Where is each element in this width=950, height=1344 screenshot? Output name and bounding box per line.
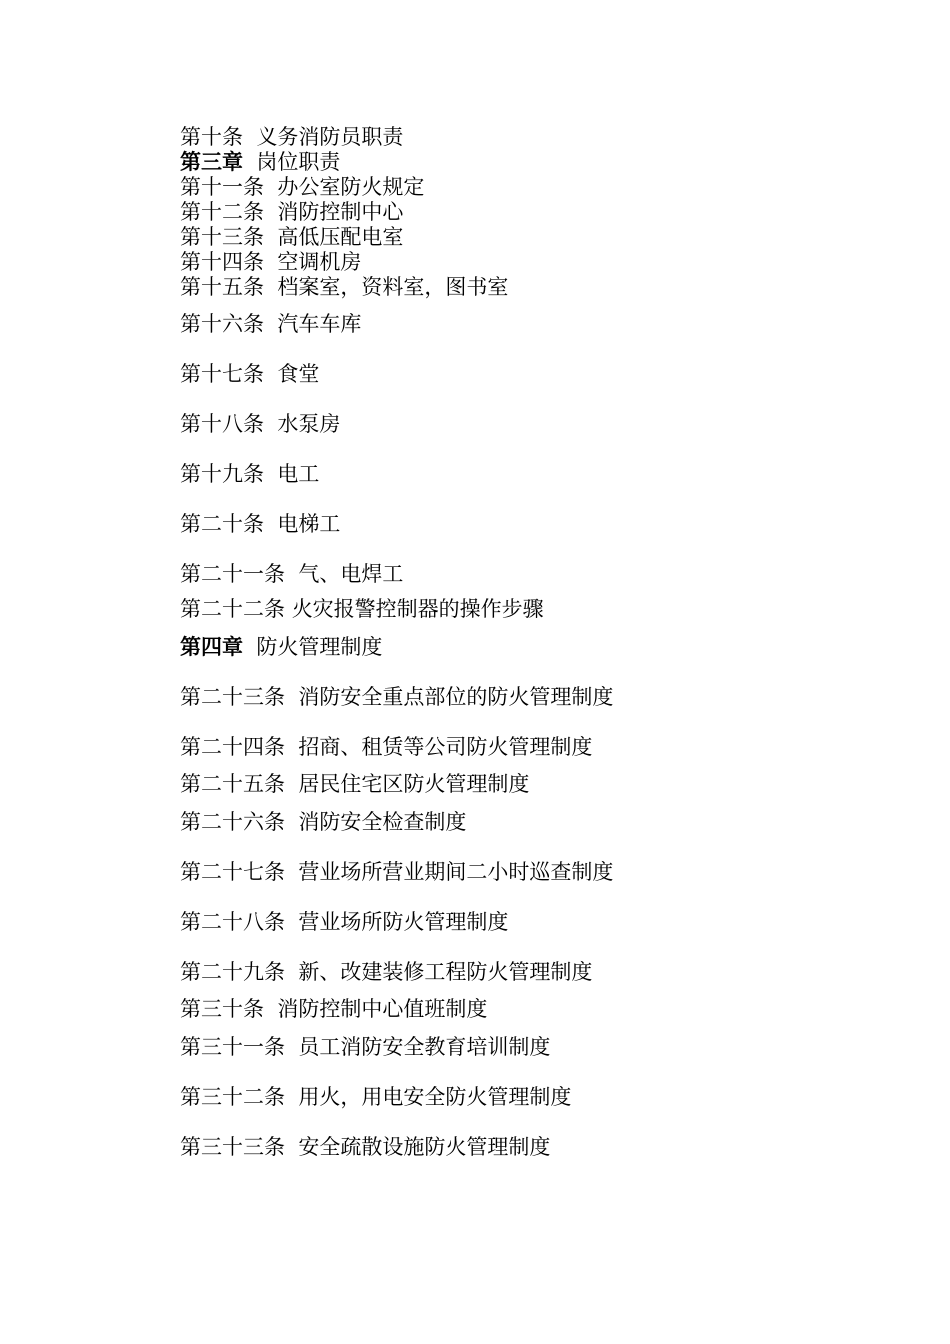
toc-entry <box>180 175 424 200</box>
article-title: 档案室，资料室，图书室 <box>277 275 509 299</box>
toc-entry <box>180 685 613 710</box>
article-title: 招商、租赁等公司防火管理制度 <box>298 735 593 759</box>
chapter-heading <box>180 150 340 175</box>
article-number: 第二十九条 <box>180 960 285 984</box>
article-number: 第二十六条 <box>180 810 285 834</box>
article-title: 空调机房 <box>277 250 362 274</box>
article-title: 气、电焊工 <box>298 562 404 586</box>
separator <box>285 1035 298 1059</box>
article-title: 新、改建装修工程防火管理制度 <box>298 960 593 984</box>
article-title: 办公室防火规定 <box>277 175 425 199</box>
article-number: 第十一条 <box>180 175 264 199</box>
toc-entry <box>180 735 592 760</box>
article-number: 第二十三条 <box>180 685 285 709</box>
toc-entry <box>180 860 613 885</box>
article-number: 第十二条 <box>180 200 264 224</box>
article-number: 第十七条 <box>180 362 264 386</box>
chapter-number: 第四章 <box>180 635 243 659</box>
chapter-title: 岗位职责 <box>256 150 341 174</box>
article-number: 第三十二条 <box>180 1085 285 1109</box>
article-number: 第二十一条 <box>180 562 285 586</box>
article-number: 第十三条 <box>180 225 264 249</box>
separator <box>285 685 298 709</box>
article-number: 第三十三条 <box>180 1135 285 1159</box>
article-number: 第三十一条 <box>180 1035 285 1059</box>
article-title: 汽车车库 <box>277 312 362 336</box>
toc-entry <box>180 597 544 622</box>
article-title: 义务消防员职责 <box>256 125 404 149</box>
article-title: 消防安全重点部位的防火管理制度 <box>298 685 614 709</box>
separator <box>285 1085 298 1109</box>
toc-entry <box>180 200 403 225</box>
separator <box>285 772 298 796</box>
toc-entry <box>180 362 319 387</box>
toc-entry <box>180 1135 550 1160</box>
separator <box>264 250 277 274</box>
article-title: 营业场所营业期间二小时巡查制度 <box>298 860 614 884</box>
article-title: 电梯工 <box>277 512 341 536</box>
article-title: 水泵房 <box>277 412 341 436</box>
article-title: 营业场所防火管理制度 <box>298 910 509 934</box>
article-title: 消防安全检查制度 <box>298 810 467 834</box>
separator <box>243 125 256 149</box>
article-title: 安全疏散设施防火管理制度 <box>298 1135 551 1159</box>
separator <box>264 175 277 199</box>
article-title: 员工消防安全教育培训制度 <box>298 1035 551 1059</box>
article-number: 第二十七条 <box>180 860 285 884</box>
toc-entry <box>180 562 403 587</box>
article-number: 第十五条 <box>180 275 264 299</box>
toc-entry <box>180 412 340 437</box>
separator <box>264 275 277 299</box>
article-number: 第二十五条 <box>180 772 285 796</box>
article-number: 第二十四条 <box>180 735 285 759</box>
article-number: 第二十八条 <box>180 910 285 934</box>
article-number: 第二十二条 <box>180 597 285 621</box>
toc-entry <box>180 997 487 1022</box>
separator <box>243 635 256 659</box>
toc-entry <box>180 462 319 487</box>
separator <box>285 597 292 621</box>
article-number: 第三十条 <box>180 997 264 1021</box>
article-title: 消防控制中心 <box>277 200 404 224</box>
toc-entry <box>180 250 361 275</box>
article-number: 第二十条 <box>180 512 264 536</box>
separator <box>285 810 298 834</box>
toc-entry <box>180 960 592 985</box>
separator <box>243 150 256 174</box>
chapter-number: 第三章 <box>180 150 243 174</box>
separator <box>264 312 277 336</box>
separator <box>264 462 277 486</box>
separator <box>264 997 277 1021</box>
article-title: 火灾报警控制器的操作步骤 <box>291 597 544 621</box>
article-title: 用火，用电安全防火管理制度 <box>298 1085 572 1109</box>
separator <box>264 225 277 249</box>
toc-entry <box>180 312 361 337</box>
article-title: 电工 <box>277 462 320 486</box>
chapter-title: 防火管理制度 <box>256 635 383 659</box>
toc-entry <box>180 512 340 537</box>
toc-entry <box>180 910 508 935</box>
article-title: 高低压配电室 <box>277 225 404 249</box>
toc-entry <box>180 275 508 300</box>
article-title: 食堂 <box>277 362 320 386</box>
article-number: 第十九条 <box>180 462 264 486</box>
separator <box>285 1135 298 1159</box>
chapter-heading <box>180 635 382 660</box>
separator <box>285 910 298 934</box>
separator <box>285 960 298 984</box>
toc-entry <box>180 225 403 250</box>
separator <box>264 200 277 224</box>
separator <box>264 362 277 386</box>
toc-entry <box>180 1085 571 1110</box>
article-number: 第十六条 <box>180 312 264 336</box>
toc-entry <box>180 125 403 150</box>
toc-entry <box>180 772 529 797</box>
toc-entry <box>180 810 466 835</box>
article-title: 居民住宅区防火管理制度 <box>298 772 530 796</box>
article-number: 第十条 <box>180 125 243 149</box>
separator <box>285 735 298 759</box>
article-number: 第十八条 <box>180 412 264 436</box>
separator <box>264 412 277 436</box>
separator <box>285 860 298 884</box>
separator <box>264 512 277 536</box>
article-title: 消防控制中心值班制度 <box>277 997 488 1021</box>
separator <box>285 562 298 586</box>
toc-entry <box>180 1035 550 1060</box>
article-number: 第十四条 <box>180 250 264 274</box>
